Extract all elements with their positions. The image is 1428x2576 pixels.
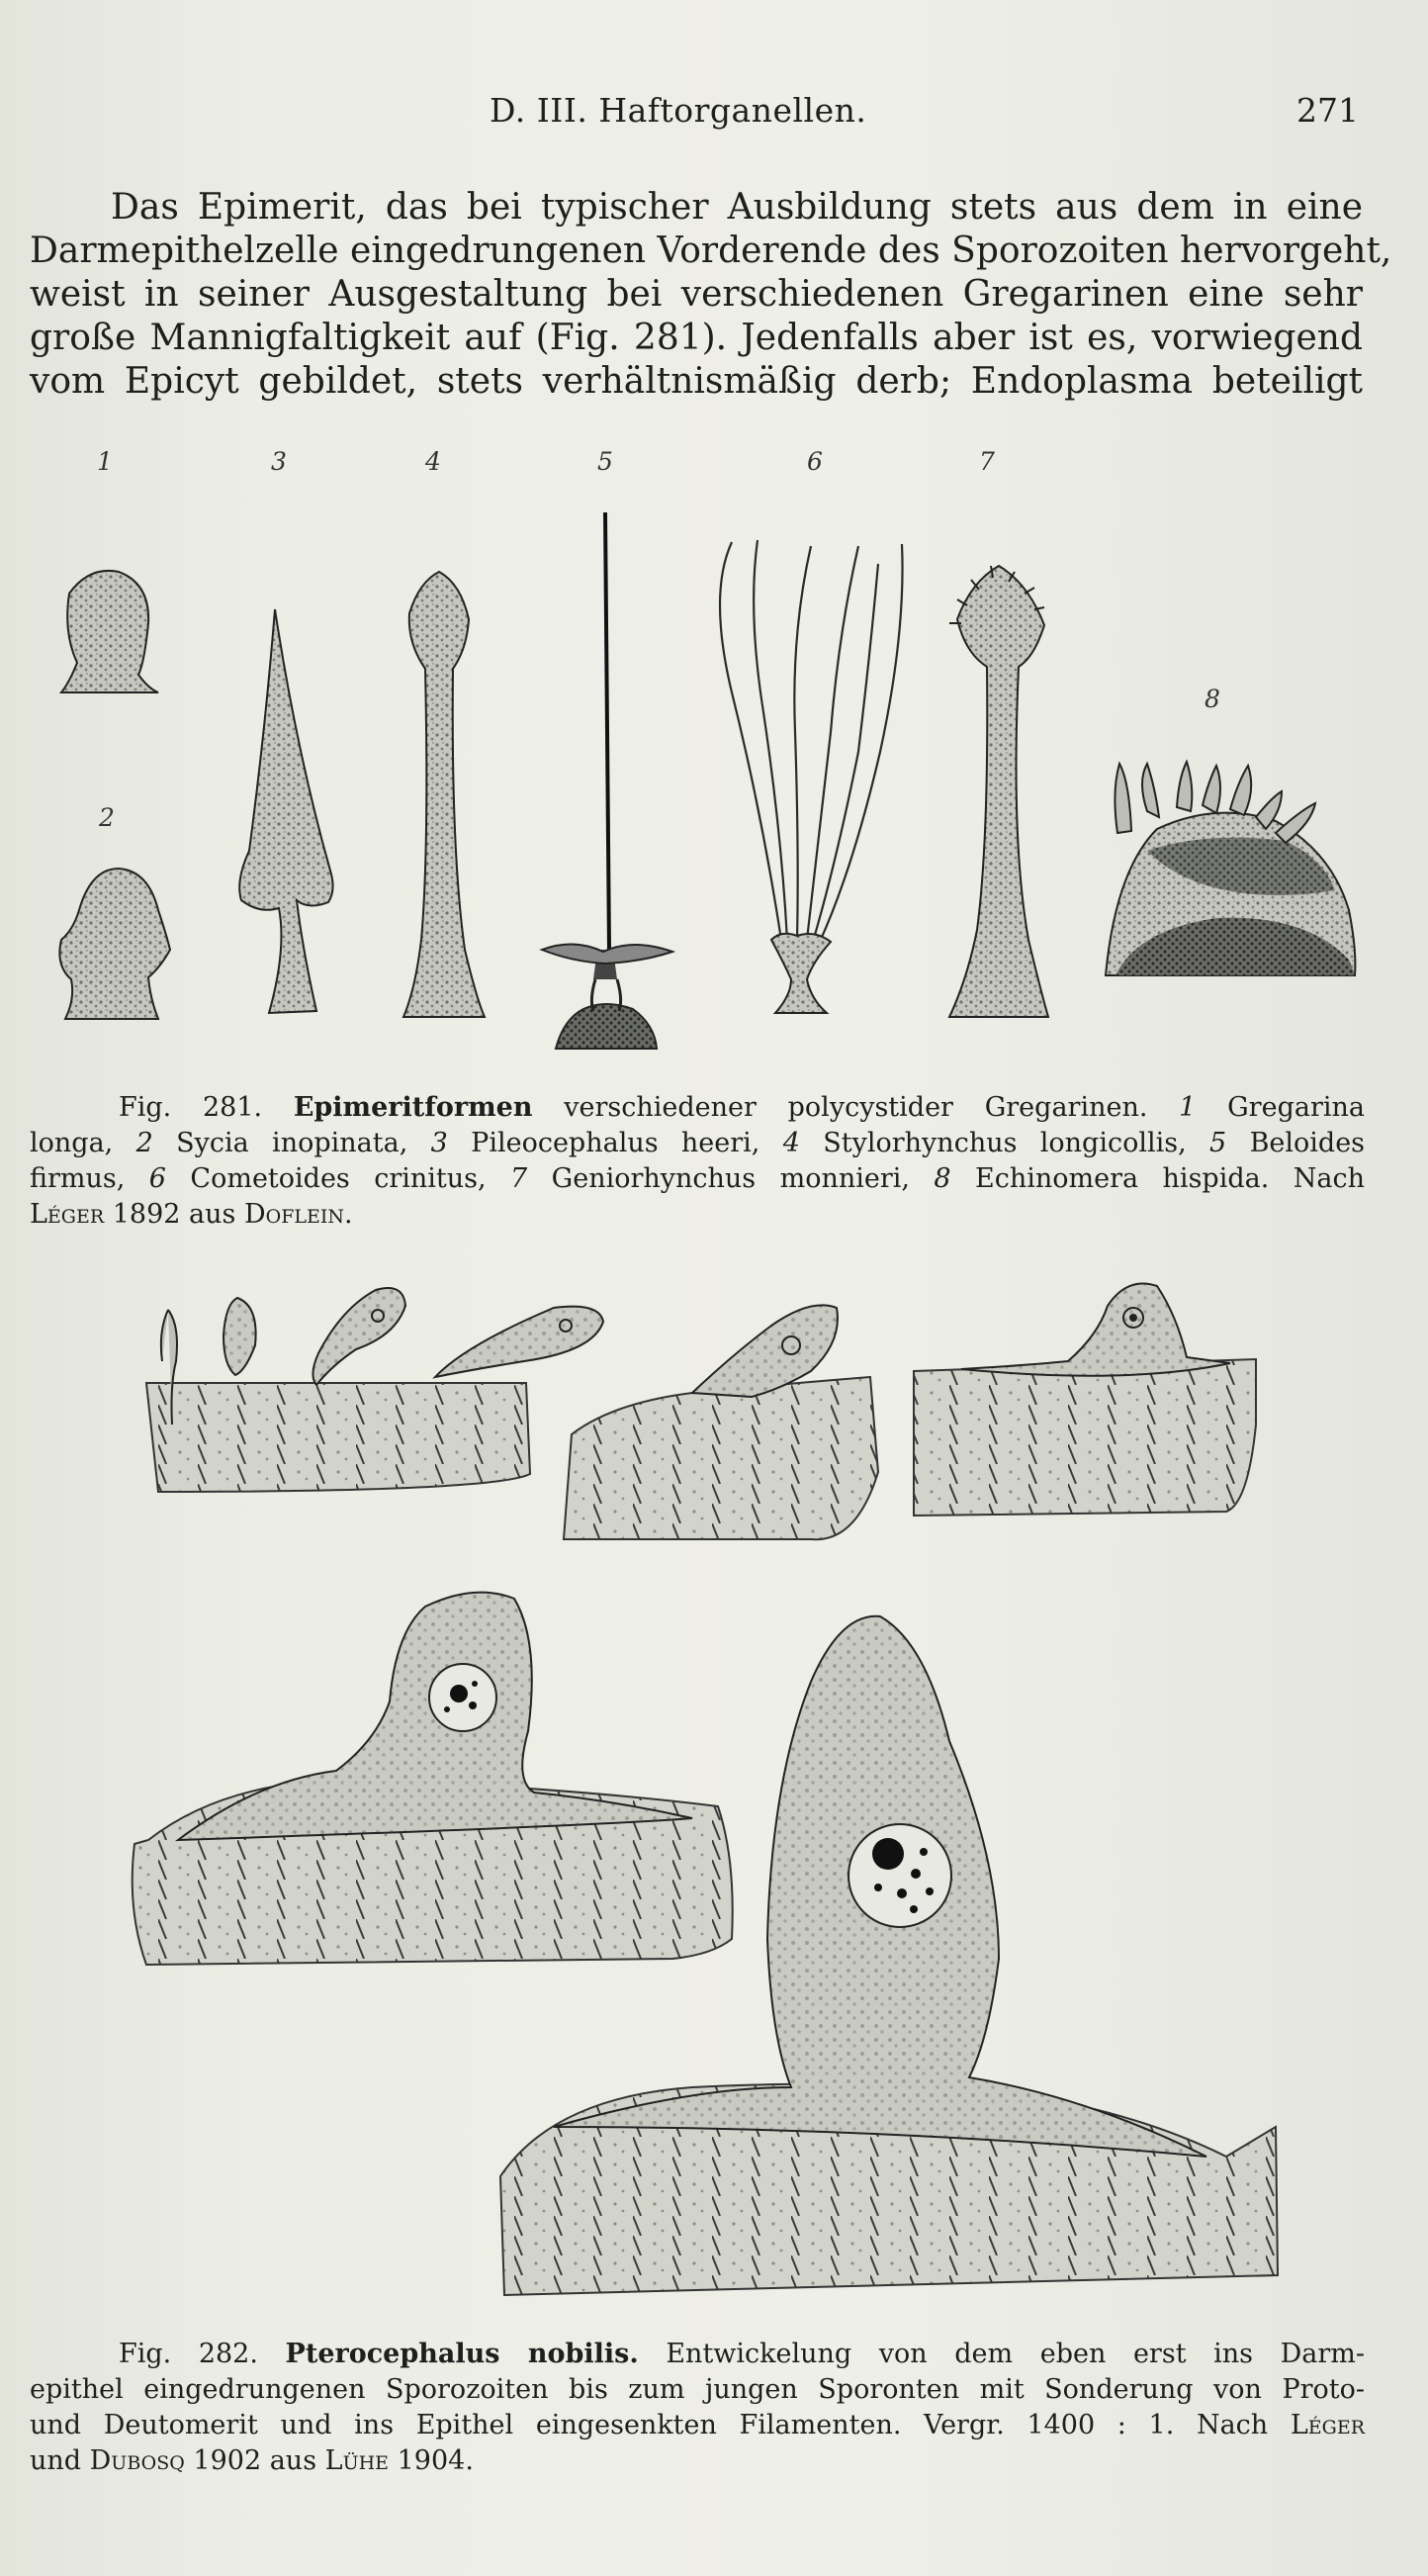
- caption-text: Echinomera hispida.: [975, 1163, 1270, 1194]
- fig281-label-7: 7: [979, 447, 995, 476]
- caption-text: 1902 aus: [193, 2445, 317, 2476]
- caption-text: Stylorhynchus longicollis,: [823, 1128, 1187, 1158]
- chapter-title: D. III. Haftorganellen.: [490, 91, 867, 130]
- fig281-label-1: 1: [97, 447, 113, 476]
- caption-text: Gregarina: [1227, 1092, 1365, 1123]
- caption-text: Nach: [1293, 1163, 1365, 1194]
- fig281-label-2: 2: [99, 803, 115, 832]
- fig281-label-3: 3: [271, 447, 287, 476]
- fig281-label-6: 6: [807, 447, 823, 476]
- caption-numeral: 1: [1179, 1092, 1197, 1123]
- caption-text: 1892 aus: [112, 1199, 236, 1230]
- caption-text: 1904.: [397, 2445, 474, 2476]
- caption-text: Sycia inopinata,: [176, 1128, 408, 1158]
- fig281-drawing: [0, 0, 1428, 1088]
- caption-author: Léger: [1290, 2410, 1365, 2440]
- caption-text: Beloides: [1249, 1128, 1366, 1158]
- caption-title: Epimeritformen: [293, 1092, 533, 1123]
- text-line: Das Epimerit, das bei typischer Ausbildung stets aus dem in eine: [111, 187, 1363, 228]
- caption-numeral: 6: [148, 1163, 166, 1194]
- fig282-caption: [30, 2337, 1365, 2479]
- caption-text: epithel eingedrungenen Sporozoiten bis zum jungen Sporonten mit Sonderung von Proto-: [30, 2374, 1365, 2405]
- caption-numeral: 4: [782, 1128, 800, 1158]
- fig282-drawing: [0, 1266, 1428, 2354]
- caption-text: Geniorhynchus monnieri,: [551, 1163, 910, 1194]
- caption-author: Lühe: [324, 2445, 390, 2476]
- page-number: 271: [1296, 91, 1359, 130]
- text-line: vom Epicyt gebildet, stets verhältnismäßig derb; Endoplasma beteiligt: [30, 361, 1363, 402]
- caption-text: verschiedener polycystider Gregarinen.: [564, 1092, 1148, 1123]
- caption-numeral: 5: [1209, 1128, 1227, 1158]
- caption-text: Cometoides crinitus,: [190, 1163, 487, 1194]
- caption-fig-number: Fig. 282.: [119, 2339, 258, 2369]
- caption-author: Léger: [30, 1199, 105, 1230]
- text-line: weist in seiner Ausgestaltung bei verschiedenen Gregarinen eine sehr: [30, 274, 1363, 315]
- fig281-label-5: 5: [597, 447, 613, 476]
- caption-numeral: 7: [510, 1163, 528, 1194]
- fig281-caption: [30, 1090, 1365, 1233]
- caption-text: firmus,: [30, 1163, 126, 1194]
- caption-author: Doflein.: [243, 1199, 353, 1230]
- caption-numeral: 3: [430, 1128, 448, 1158]
- fig281-label-8: 8: [1205, 685, 1220, 713]
- caption-text: Entwickelung von dem eben erst ins Darm-: [666, 2339, 1365, 2369]
- caption-text: Pileocephalus heeri,: [471, 1128, 760, 1158]
- fig281-label-4: 4: [425, 447, 441, 476]
- caption-numeral: 8: [934, 1163, 951, 1194]
- caption-text: longa,: [30, 1128, 114, 1158]
- caption-title: Pterocephalus nobilis.: [285, 2339, 639, 2369]
- text-line: große Mannigfaltigkeit auf (Fig. 281). Jedenfalls aber ist es, vorwiegend: [30, 318, 1363, 358]
- caption-author: Dubosq: [89, 2445, 185, 2476]
- text-line: Darmepithelzelle eingedrungenen Vorderende des Sporozoiten hervorgeht,: [30, 230, 1392, 271]
- caption-numeral: 2: [135, 1128, 153, 1158]
- caption-text: und: [30, 2445, 82, 2476]
- caption-fig-number: Fig. 281.: [119, 1092, 263, 1123]
- caption-text: und Deutomerit und ins Epithel eingesenkten Filamenten. Vergr. 1400 : 1. Nach: [30, 2410, 1269, 2440]
